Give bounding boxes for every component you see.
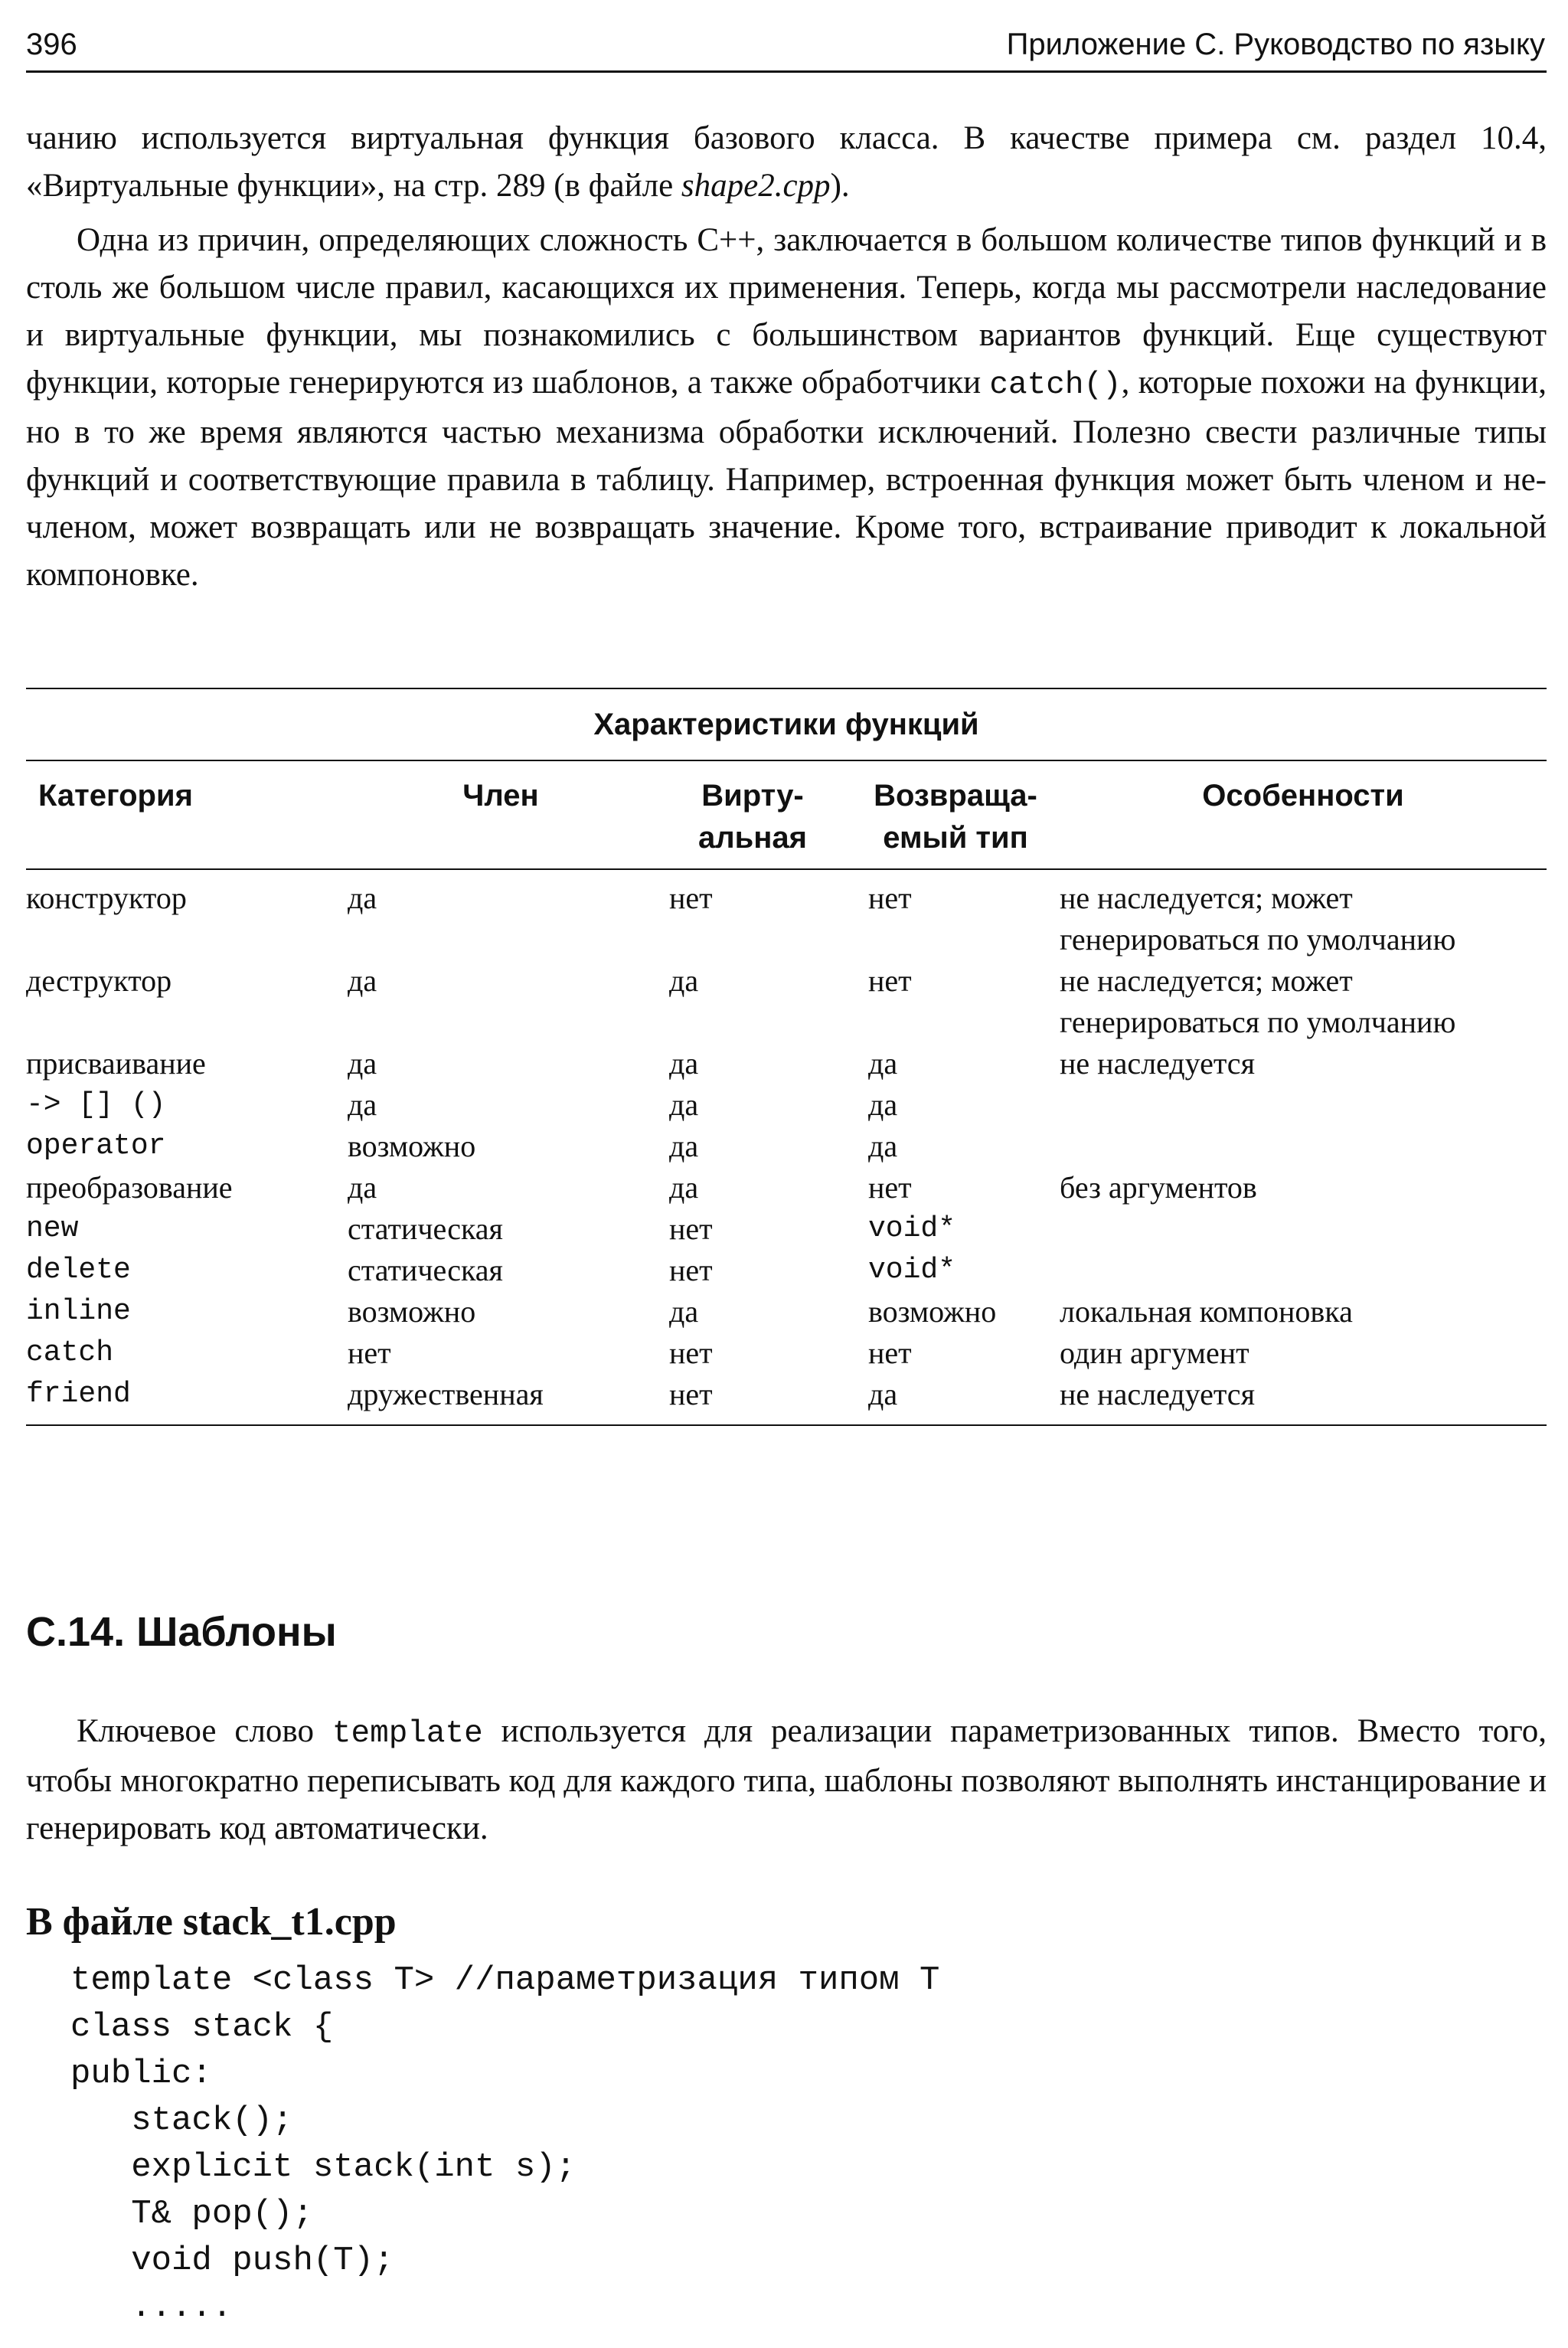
- cell-member: нет: [348, 1336, 391, 1370]
- column-header: Член: [348, 761, 654, 869]
- cell-return: void*: [868, 1212, 956, 1245]
- code-line: void push(T);: [70, 2242, 394, 2280]
- table-row: [26, 960, 1547, 1043]
- paragraph-3-text-b: используется для реализации параметризованных типов. Вместо того, чтобы многократно переписывать код для каждого типа, шаблоны позволяют выполнять инстанцирование и генерировать код автоматически.: [26, 1713, 1547, 1846]
- paragraph-2-text-a: Одна из причин, определяющих сложность С++, заключается в большом количестве типов функций и в столь же большом числе правил, касающихся их применения. Теперь, когда мы рассмотрели наследование и виртуальные функции, мы познакомились с большинством вариантов функций. Еще существуют функции, которые генерируются из шаблонов, а также обработчики: [26, 222, 1547, 401]
- file-name-shape2: shape2.cpp: [681, 168, 831, 204]
- function-characteristics-table: [26, 688, 1547, 1426]
- table-grid: [26, 761, 1547, 1426]
- cell-member: статическая: [348, 1212, 503, 1246]
- cell-category: new: [26, 1212, 79, 1245]
- cell-return: да: [868, 1046, 898, 1081]
- cell-category: catch: [26, 1336, 114, 1369]
- cell-notes: локальная компоновка: [1060, 1294, 1353, 1329]
- code-listing: [70, 1957, 939, 2331]
- cell-return: нет: [868, 963, 912, 998]
- cell-member: да: [348, 1170, 377, 1205]
- table-header-row: [26, 761, 1547, 869]
- cell-category: delete: [26, 1254, 131, 1287]
- cell-category: -> [] (): [26, 1088, 166, 1121]
- paragraph-3: [26, 1708, 1547, 1853]
- cell-return: нет: [868, 1336, 912, 1370]
- cell-return: да: [868, 1087, 898, 1122]
- cell-virtual: да: [669, 963, 699, 998]
- cell-virtual: нет: [669, 1212, 713, 1246]
- cell-notes: [1060, 1250, 1547, 1291]
- table-row: [26, 1291, 1547, 1333]
- cell-member: да: [348, 963, 377, 998]
- column-header: Возвраща- емый тип: [851, 761, 1060, 869]
- cell-virtual: нет: [669, 1253, 713, 1287]
- paragraph-3-text-a: Ключевое слово: [77, 1713, 332, 1749]
- cell-notes: не наследуется: [1060, 1046, 1255, 1081]
- code-line: class stack {: [70, 2008, 334, 2046]
- inline-code-catch: catch(): [989, 368, 1122, 403]
- cell-member: возможно: [348, 1294, 476, 1329]
- cell-notes: [1060, 1084, 1547, 1126]
- table-row: [26, 1126, 1547, 1167]
- table-row: [26, 1374, 1547, 1425]
- code-line: explicit stack(int s);: [70, 2148, 577, 2186]
- table-row: [26, 1208, 1547, 1250]
- paragraph-2-text-b: , которые похожи на функции, но в то же время являются частью механизма обработки исключений. Полезно свести различные типы функций и соответствующие правила в таблицу. Например, встроенная функция может быть членом и не-членом, может возвращать или не возвращать значение. Кроме того, встраивание приводит к локальной компоновке.: [26, 365, 1547, 593]
- cell-virtual: нет: [669, 1336, 713, 1370]
- table-title: Характеристики функций: [593, 708, 979, 741]
- paragraph-2: [26, 217, 1547, 599]
- inline-code-template: template: [332, 1716, 483, 1751]
- cell-category: конструктор: [26, 881, 187, 915]
- code-line: T& pop();: [70, 2195, 313, 2233]
- cell-return: да: [868, 1129, 898, 1163]
- cell-return: void*: [868, 1254, 956, 1287]
- cell-category: деструктор: [26, 963, 172, 998]
- cell-notes: [1060, 1208, 1547, 1250]
- cell-member: возможно: [348, 1129, 476, 1163]
- running-head: [26, 23, 1547, 73]
- column-header: Категория: [26, 761, 348, 869]
- cell-category: преобразование: [26, 1170, 233, 1205]
- column-header: Вирту- альная: [654, 761, 851, 869]
- paragraph-1: [26, 115, 1547, 210]
- paragraph-1-text: чанию используется виртуальная функция базового класса. В качестве примера см. раздел 10.4, «Виртуальные функции», на стр. 289 (в файле: [26, 120, 1547, 204]
- cell-notes: не наследуется; может генерироваться по умолчанию: [1060, 963, 1456, 1039]
- cell-member: статическая: [348, 1253, 503, 1287]
- table-body: [26, 869, 1547, 1425]
- paragraph-1-end: ).: [830, 168, 850, 204]
- cell-return: возможно: [868, 1294, 997, 1329]
- cell-notes: не наследуется; может генерироваться по умолчанию: [1060, 881, 1456, 957]
- cell-category: operator: [26, 1130, 166, 1163]
- table-row: [26, 869, 1547, 960]
- cell-return: да: [851, 1374, 1060, 1425]
- cell-virtual: да: [669, 1294, 699, 1329]
- cell-virtual: да: [669, 1046, 699, 1081]
- page-number: 396: [26, 28, 77, 61]
- code-line: .....: [70, 2288, 233, 2327]
- cell-virtual: да: [669, 1170, 699, 1205]
- table-row: [26, 1084, 1547, 1126]
- cell-notes: [1060, 1126, 1547, 1167]
- cell-virtual: да: [669, 1087, 699, 1122]
- column-header: Особенности: [1060, 761, 1547, 869]
- cell-return: нет: [868, 1170, 912, 1205]
- code-line: public:: [70, 2055, 212, 2093]
- cell-virtual: нет: [654, 1374, 851, 1425]
- running-title: Приложение С. Руководство по языку: [1006, 28, 1545, 61]
- table-row: [26, 1250, 1547, 1291]
- cell-category: friend: [26, 1374, 348, 1425]
- file-heading: В файле stack_t1.cpp: [26, 1900, 397, 1944]
- cell-notes: без аргументов: [1060, 1170, 1257, 1205]
- section-heading: С.14. Шаблоны: [26, 1609, 337, 1655]
- cell-member: да: [348, 1087, 377, 1122]
- table-row: [26, 1043, 1547, 1084]
- cell-notes: не наследуется: [1060, 1374, 1547, 1425]
- cell-category: присваивание: [26, 1046, 206, 1081]
- code-line: stack();: [70, 2101, 293, 2140]
- table-row: [26, 1167, 1547, 1208]
- cell-member: да: [348, 1046, 377, 1081]
- cell-category: inline: [26, 1295, 131, 1328]
- cell-member: да: [348, 881, 377, 915]
- table-row: [26, 1333, 1547, 1374]
- cell-return: нет: [868, 881, 912, 915]
- cell-virtual: да: [669, 1129, 699, 1163]
- code-line: template <class T> //параметризация типом T: [70, 1961, 940, 2000]
- cell-virtual: нет: [669, 881, 713, 915]
- cell-notes: один аргумент: [1060, 1336, 1250, 1370]
- cell-member: дружественная: [348, 1374, 654, 1425]
